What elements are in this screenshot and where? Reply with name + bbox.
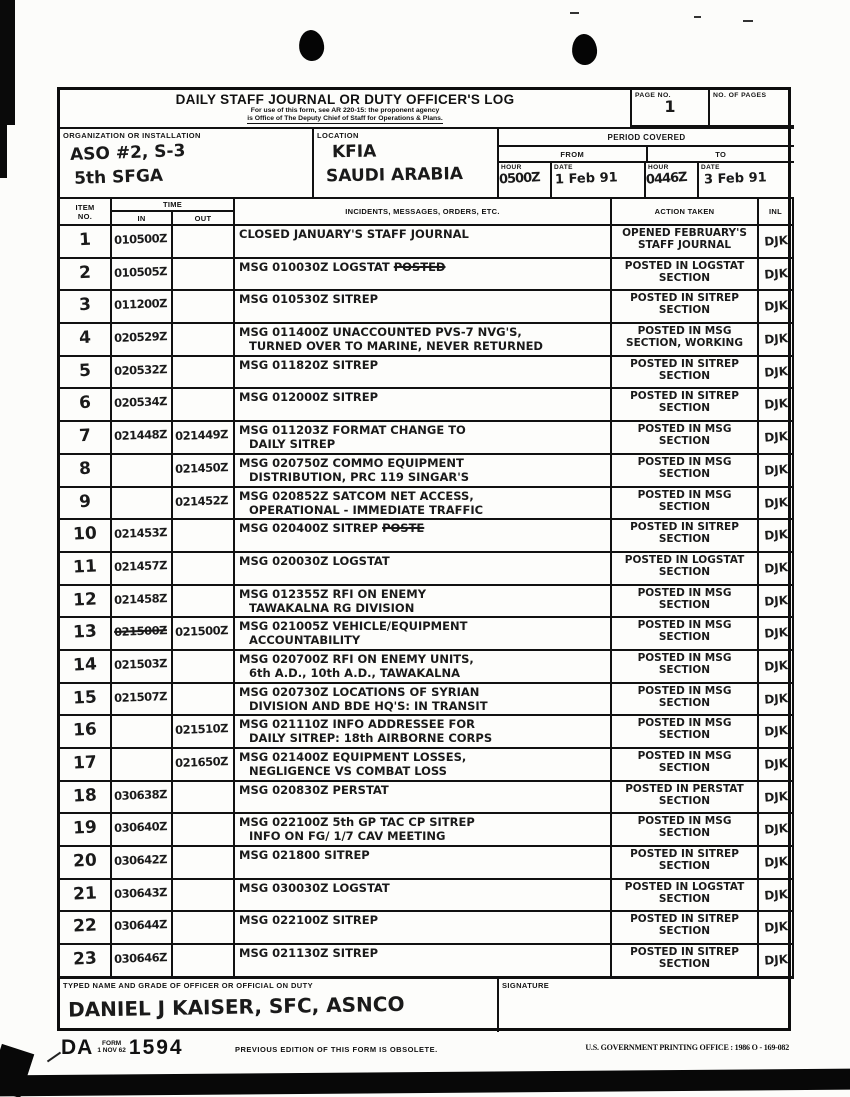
time-out-cell [172, 944, 234, 977]
action-taken-cell: POSTED IN MSG SECTION [611, 487, 758, 520]
action-taken-cell: POSTED IN MSG SECTION [611, 715, 758, 748]
location-label: LOCATION [317, 131, 359, 140]
table-row [59, 846, 793, 879]
to-hour-value: 0446Z [645, 169, 688, 188]
hour-label: HOUR [501, 164, 522, 171]
to-hour-cell [646, 163, 699, 197]
incident-cell: MSG 021005Z VEHICLE/EQUIPMENT ACCOUNTABILITY [234, 617, 611, 650]
location-line1: KFIA [331, 141, 377, 163]
item-no-cell: 4 [59, 323, 111, 356]
incident-cell: MSG 011400Z UNACCOUNTED PVS-7 NVG'S, TURNED OVER TO MARINE, NEVER RETURNED [234, 323, 611, 356]
initials-cell: DJK [758, 487, 793, 520]
obsolete-note: PREVIOUS EDITION OF THIS FORM IS OBSOLETE. [235, 1045, 438, 1054]
table-row [59, 454, 793, 487]
col-header-time: TIME [111, 198, 234, 211]
col-header-in: IN [111, 211, 172, 225]
incident-cell: MSG 020030Z LOGSTAT [234, 552, 611, 585]
initials-cell: DJK [758, 715, 793, 748]
scan-artifact-left-strip [0, 0, 15, 125]
time-out-cell [172, 356, 234, 389]
item-no-cell: 16 [59, 715, 111, 748]
item-no-cell: 5 [59, 356, 111, 389]
table-row [59, 813, 793, 846]
initials-cell: DJK [758, 846, 793, 879]
period-covered-label: PERIOD COVERED [499, 129, 794, 147]
item-no-cell: 20 [59, 846, 111, 879]
time-in-cell: 021503Z [111, 650, 172, 683]
action-taken-cell: POSTED IN MSG SECTION [611, 617, 758, 650]
time-out-cell: 021450Z [172, 454, 234, 487]
time-out-cell: 021650Z [172, 748, 234, 781]
action-taken-cell: POSTED IN SITREP SECTION [611, 944, 758, 977]
log-table [58, 197, 794, 978]
table-row [59, 617, 793, 650]
action-taken-cell: POSTED IN MSG SECTION [611, 454, 758, 487]
hour-label: HOUR [648, 164, 669, 171]
time-in-cell: 021453Z [111, 519, 172, 552]
incident-cell: MSG 022100Z 5th GP TAC CP SITREP INFO ON FG/ 1/7 CAV MEETING [234, 813, 611, 846]
time-out-cell: 021500Z [172, 617, 234, 650]
table-row [59, 683, 793, 716]
period-covered-cell [497, 127, 794, 197]
scan-speck [743, 20, 753, 22]
table-row [59, 650, 793, 683]
initials-cell: DJK [758, 911, 793, 944]
time-in-cell: 030640Z [111, 813, 172, 846]
col-header-inl: INL [758, 198, 793, 225]
incident-cell: MSG 020830Z PERSTAT [234, 781, 611, 814]
action-taken-cell: OPENED FEBRUARY'S STAFF JOURNAL [611, 225, 758, 258]
incident-cell: MSG 020730Z LOCATIONS OF SYRIAN DIVISION AND BDE HQ'S: IN TRANSIT [234, 683, 611, 716]
organization-line2: 5th SFGA [73, 165, 164, 189]
action-taken-cell: POSTED IN MSG SECTION [611, 748, 758, 781]
time-in-cell: 030638Z [111, 781, 172, 814]
time-in-cell: 021507Z [111, 683, 172, 716]
da-form-1594 [57, 87, 791, 1031]
time-out-cell: 021449Z [172, 421, 234, 454]
from-label: FROM [499, 147, 648, 161]
typed-name-value: DANIEL J KAISER, SFC, ASNCO [67, 991, 405, 1022]
scan-artifact-bottom-band [0, 1069, 850, 1097]
incident-cell: MSG 021130Z SITREP [234, 944, 611, 977]
hole-punch-icon [297, 29, 325, 62]
incident-cell: MSG 010530Z SITREP [234, 290, 611, 323]
item-no-cell: 22 [59, 911, 111, 944]
page-no-value: 1 [664, 97, 676, 116]
time-in-cell [111, 715, 172, 748]
incident-cell: MSG 011820Z SITREP [234, 356, 611, 389]
time-out-cell: 021452Z [172, 487, 234, 520]
incident-cell: CLOSED JANUARY'S STAFF JOURNAL [234, 225, 611, 258]
time-in-cell: 021457Z [111, 552, 172, 585]
no-of-pages-cell [708, 90, 794, 127]
initials-cell: DJK [758, 585, 793, 618]
item-no-cell: 23 [59, 944, 111, 977]
time-out-cell [172, 388, 234, 421]
hole-punch-icon [571, 33, 598, 66]
item-no-cell: 2 [59, 258, 111, 291]
from-hour-cell [499, 163, 552, 197]
form-title: DAILY STAFF JOURNAL OR DUTY OFFICER'S LOG [175, 92, 515, 107]
action-taken-cell: POSTED IN MSG SECTION [611, 683, 758, 716]
incident-cell: MSG 020750Z COMMO EQUIPMENT DISTRIBUTION, PRC 119 SINGAR'S [234, 454, 611, 487]
table-row [59, 519, 793, 552]
action-taken-cell: POSTED IN LOGSTAT SECTION [611, 258, 758, 291]
item-no-cell: 14 [59, 650, 111, 683]
incident-cell: MSG 010030Z LOGSTAT POSTED [234, 258, 611, 291]
time-out-cell [172, 258, 234, 291]
item-no-cell: 6 [59, 388, 111, 421]
table-row [59, 715, 793, 748]
table-row [59, 487, 793, 520]
action-taken-cell: POSTED IN MSG SECTION, WORKING [611, 323, 758, 356]
action-taken-cell: POSTED IN PERSTAT SECTION [611, 781, 758, 814]
page-no-label: PAGE NO. [635, 92, 671, 99]
incident-cell: MSG 020700Z RFI ON ENEMY UNITS, 6th A.D., 10th A.D., TAWAKALNA [234, 650, 611, 683]
time-out-cell [172, 683, 234, 716]
incident-cell: MSG 020400Z SITREP POSTE [234, 519, 611, 552]
item-no-cell: 1 [59, 225, 111, 258]
time-in-cell: 010500Z [111, 225, 172, 258]
action-taken-cell: POSTED IN SITREP SECTION [611, 388, 758, 421]
form-subtitle-2: is Office of The Deputy Chief of Staff for Operations & Plans. [247, 115, 443, 122]
col-header-incidents: INCIDENTS, MESSAGES, ORDERS, ETC. [234, 198, 611, 225]
table-row [59, 585, 793, 618]
location-cell [312, 127, 497, 197]
organization-cell [60, 127, 312, 197]
time-in-cell: 021458Z [111, 585, 172, 618]
table-row [59, 258, 793, 291]
time-in-cell: 030644Z [111, 911, 172, 944]
initials-cell: DJK [758, 454, 793, 487]
time-in-cell: 030642Z [111, 846, 172, 879]
action-taken-cell: POSTED IN SITREP SECTION [611, 519, 758, 552]
time-out-cell [172, 323, 234, 356]
incident-cell: MSG 021800 SITREP [234, 846, 611, 879]
from-date-cell [552, 163, 646, 197]
time-in-cell: 011200Z [111, 290, 172, 323]
initials-cell: DJK [758, 944, 793, 977]
signature-label: SIGNATURE [502, 981, 550, 990]
table-row [59, 388, 793, 421]
initials-cell: DJK [758, 879, 793, 912]
time-out-cell [172, 552, 234, 585]
organization-line1: ASO #2, S-3 [69, 141, 186, 166]
item-no-cell: 8 [59, 454, 111, 487]
time-in-cell: 020532Z [111, 356, 172, 389]
item-no-cell: 9 [59, 487, 111, 520]
to-date-cell [699, 163, 794, 197]
action-taken-cell: POSTED IN MSG SECTION [611, 813, 758, 846]
date-label: DATE [554, 164, 573, 171]
time-in-cell: 030643Z [111, 879, 172, 912]
time-in-cell: 020534Z [111, 388, 172, 421]
initials-cell: DJK [758, 290, 793, 323]
action-taken-cell: POSTED IN MSG SECTION [611, 650, 758, 683]
item-no-cell: 18 [59, 781, 111, 814]
initials-cell: DJK [758, 748, 793, 781]
table-row [59, 323, 793, 356]
table-row [59, 290, 793, 323]
incident-cell: MSG 021400Z EQUIPMENT LOSSES, NEGLIGENCE VS COMBAT LOSS [234, 748, 611, 781]
time-out-cell [172, 225, 234, 258]
table-row [59, 911, 793, 944]
page-no-cell [630, 90, 708, 127]
initials-cell: DJK [758, 356, 793, 389]
incident-cell: MSG 011203Z FORMAT CHANGE TO DAILY SITREP [234, 421, 611, 454]
action-taken-cell: POSTED IN LOGSTAT SECTION [611, 879, 758, 912]
table-row [59, 879, 793, 912]
time-in-cell [111, 487, 172, 520]
initials-cell: DJK [758, 519, 793, 552]
initials-cell: DJK [758, 258, 793, 291]
item-no-cell: 3 [59, 290, 111, 323]
time-out-cell [172, 519, 234, 552]
scan-artifact-left-strip-2 [0, 118, 7, 178]
initials-cell: DJK [758, 617, 793, 650]
initials-cell: DJK [758, 421, 793, 454]
from-date-value: 1 Feb 91 [554, 170, 618, 188]
action-taken-cell: POSTED IN SITREP SECTION [611, 290, 758, 323]
scan-speck [694, 16, 701, 18]
time-in-cell [111, 748, 172, 781]
action-taken-cell: POSTED IN MSG SECTION [611, 421, 758, 454]
time-out-cell [172, 813, 234, 846]
item-no-cell: 15 [59, 683, 111, 716]
log-table-header [59, 198, 793, 225]
table-row [59, 748, 793, 781]
initials-cell: DJK [758, 388, 793, 421]
item-no-cell: 11 [59, 552, 111, 585]
organization-label: ORGANIZATION OR INSTALLATION [63, 131, 201, 140]
table-row [59, 781, 793, 814]
initials-cell: DJK [758, 683, 793, 716]
to-label: TO [715, 150, 727, 159]
initials-cell: DJK [758, 225, 793, 258]
time-in-cell: 021448Z [111, 421, 172, 454]
incident-cell: MSG 012355Z RFI ON ENEMY TAWAKALNA RG DIVISION [234, 585, 611, 618]
col-header-action: ACTION TAKEN [611, 198, 758, 225]
item-no-cell: 17 [59, 748, 111, 781]
incident-cell: MSG 020852Z SATCOM NET ACCESS, OPERATIONAL - IMMEDIATE TRAFFIC [234, 487, 611, 520]
form-subtitle-1: For use of this form, see AR 220-15: the proponent agency [250, 107, 440, 114]
item-no-cell: 12 [59, 585, 111, 618]
to-date-value: 3 Feb 91 [703, 170, 767, 188]
da-text: DA [61, 1036, 94, 1059]
action-taken-cell: POSTED IN SITREP SECTION [611, 846, 758, 879]
form-edition-stack: FORM 1 NOV 62 [97, 1040, 126, 1054]
time-in-cell: 020529Z [111, 323, 172, 356]
item-no-cell: 19 [59, 813, 111, 846]
title-block [60, 90, 630, 127]
initials-cell: DJK [758, 650, 793, 683]
initials-cell: DJK [758, 813, 793, 846]
table-row [59, 356, 793, 389]
time-in-cell: 021500Z [111, 617, 172, 650]
form-footer [57, 1036, 791, 1066]
initials-cell: DJK [758, 552, 793, 585]
initials-cell: DJK [758, 323, 793, 356]
time-out-cell [172, 781, 234, 814]
from-hour-value: 0500Z [498, 170, 540, 188]
table-row [59, 225, 793, 258]
log-table-body [59, 225, 793, 977]
table-row [59, 421, 793, 454]
no-of-pages-label: NO. OF PAGES [713, 92, 767, 99]
time-in-cell [111, 454, 172, 487]
item-no-cell: 7 [59, 421, 111, 454]
signature-cell [497, 977, 794, 1032]
col-header-item: ITEM NO. [59, 198, 111, 225]
incident-cell: MSG 030030Z LOGSTAT [234, 879, 611, 912]
incident-cell: MSG 022100Z SITREP [234, 911, 611, 944]
location-line2: SAUDI ARABIA [325, 163, 464, 187]
item-no-cell: 13 [59, 617, 111, 650]
time-out-cell [172, 879, 234, 912]
action-taken-cell: POSTED IN LOGSTAT SECTION [611, 552, 758, 585]
date-label: DATE [701, 164, 720, 171]
incident-cell: MSG 021110Z INFO ADDRESSEE FOR DAILY SITREP: 18th AIRBORNE CORPS [234, 715, 611, 748]
time-out-cell: 021510Z [172, 715, 234, 748]
action-taken-cell: POSTED IN SITREP SECTION [611, 356, 758, 389]
time-out-cell [172, 585, 234, 618]
table-row [59, 552, 793, 585]
form-number-block [61, 1036, 184, 1060]
time-in-cell: 010505Z [111, 258, 172, 291]
typed-name-label: TYPED NAME AND GRADE OF OFFICER OR OFFICIAL ON DUTY [63, 981, 313, 990]
action-taken-cell: POSTED IN MSG SECTION [611, 585, 758, 618]
col-header-out: OUT [172, 211, 234, 225]
time-out-cell [172, 846, 234, 879]
time-in-cell: 030646Z [111, 944, 172, 977]
scan-speck [570, 12, 579, 14]
table-row [59, 944, 793, 977]
item-no-cell: 10 [59, 519, 111, 552]
typed-name-cell [60, 977, 497, 1032]
initials-cell: DJK [758, 781, 793, 814]
form-number: 1594 [128, 1036, 184, 1059]
item-no-cell: 21 [59, 879, 111, 912]
action-taken-cell: POSTED IN SITREP SECTION [611, 911, 758, 944]
incident-cell: MSG 012000Z SITREP [234, 388, 611, 421]
time-out-cell [172, 290, 234, 323]
time-out-cell [172, 650, 234, 683]
time-out-cell [172, 911, 234, 944]
gpo-line: U.S. GOVERNMENT PRINTING OFFICE : 1986 O - 169-082 [585, 1043, 789, 1052]
